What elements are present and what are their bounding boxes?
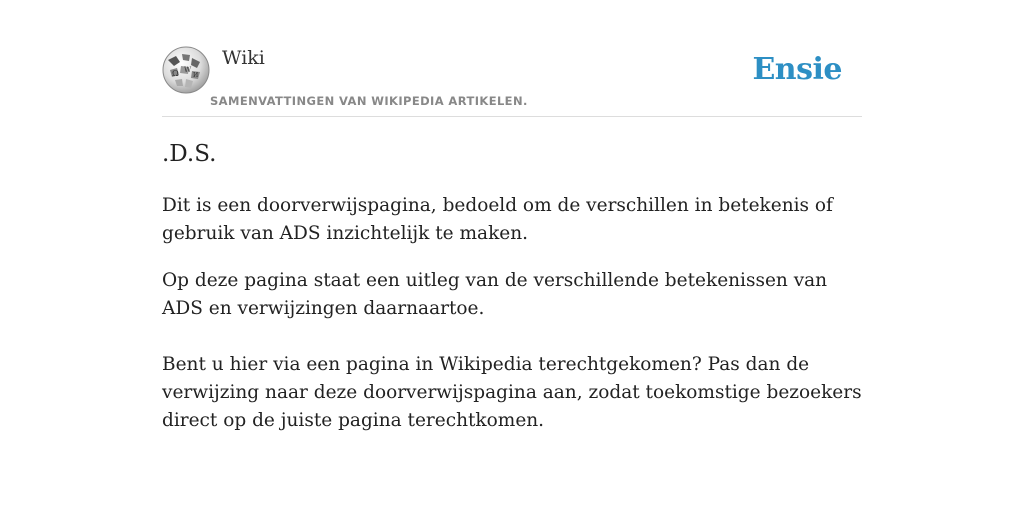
site-name[interactable]: Wiki — [222, 47, 265, 69]
article-paragraph: Op deze pagina staat een uitleg van de verschillende betekenissen van ADS en verwijzingen daarnaartoe. — [162, 270, 828, 319]
page-title: .D.S. — [162, 141, 217, 167]
svg-text:И: И — [193, 72, 199, 79]
wikipedia-globe-icon[interactable] — [162, 46, 210, 94]
svg-text:W: W — [184, 66, 192, 74]
brand-logo[interactable]: Ensie — [752, 52, 842, 87]
site-tagline: SAMENVATTINGEN VAN WIKIPEDIA ARTIKELEN. — [210, 94, 528, 108]
svg-text:Ω: Ω — [172, 69, 179, 78]
article-paragraph: Bent u hier via een pagina in Wikipedia terechtgekomen? Pas dan de verwijzing naar deze doorverwijspagina aan, zodat toekomstige bezoekers direct op de juiste pagina terechtkomen. — [162, 354, 862, 431]
site-header — [162, 0, 862, 117]
article-paragraph: Dit is een doorverwijspagina, bedoeld om de verschillen in betekenis of gebruik van ADS inzichtelijk te maken. — [162, 195, 833, 244]
content-container — [162, 0, 862, 431]
